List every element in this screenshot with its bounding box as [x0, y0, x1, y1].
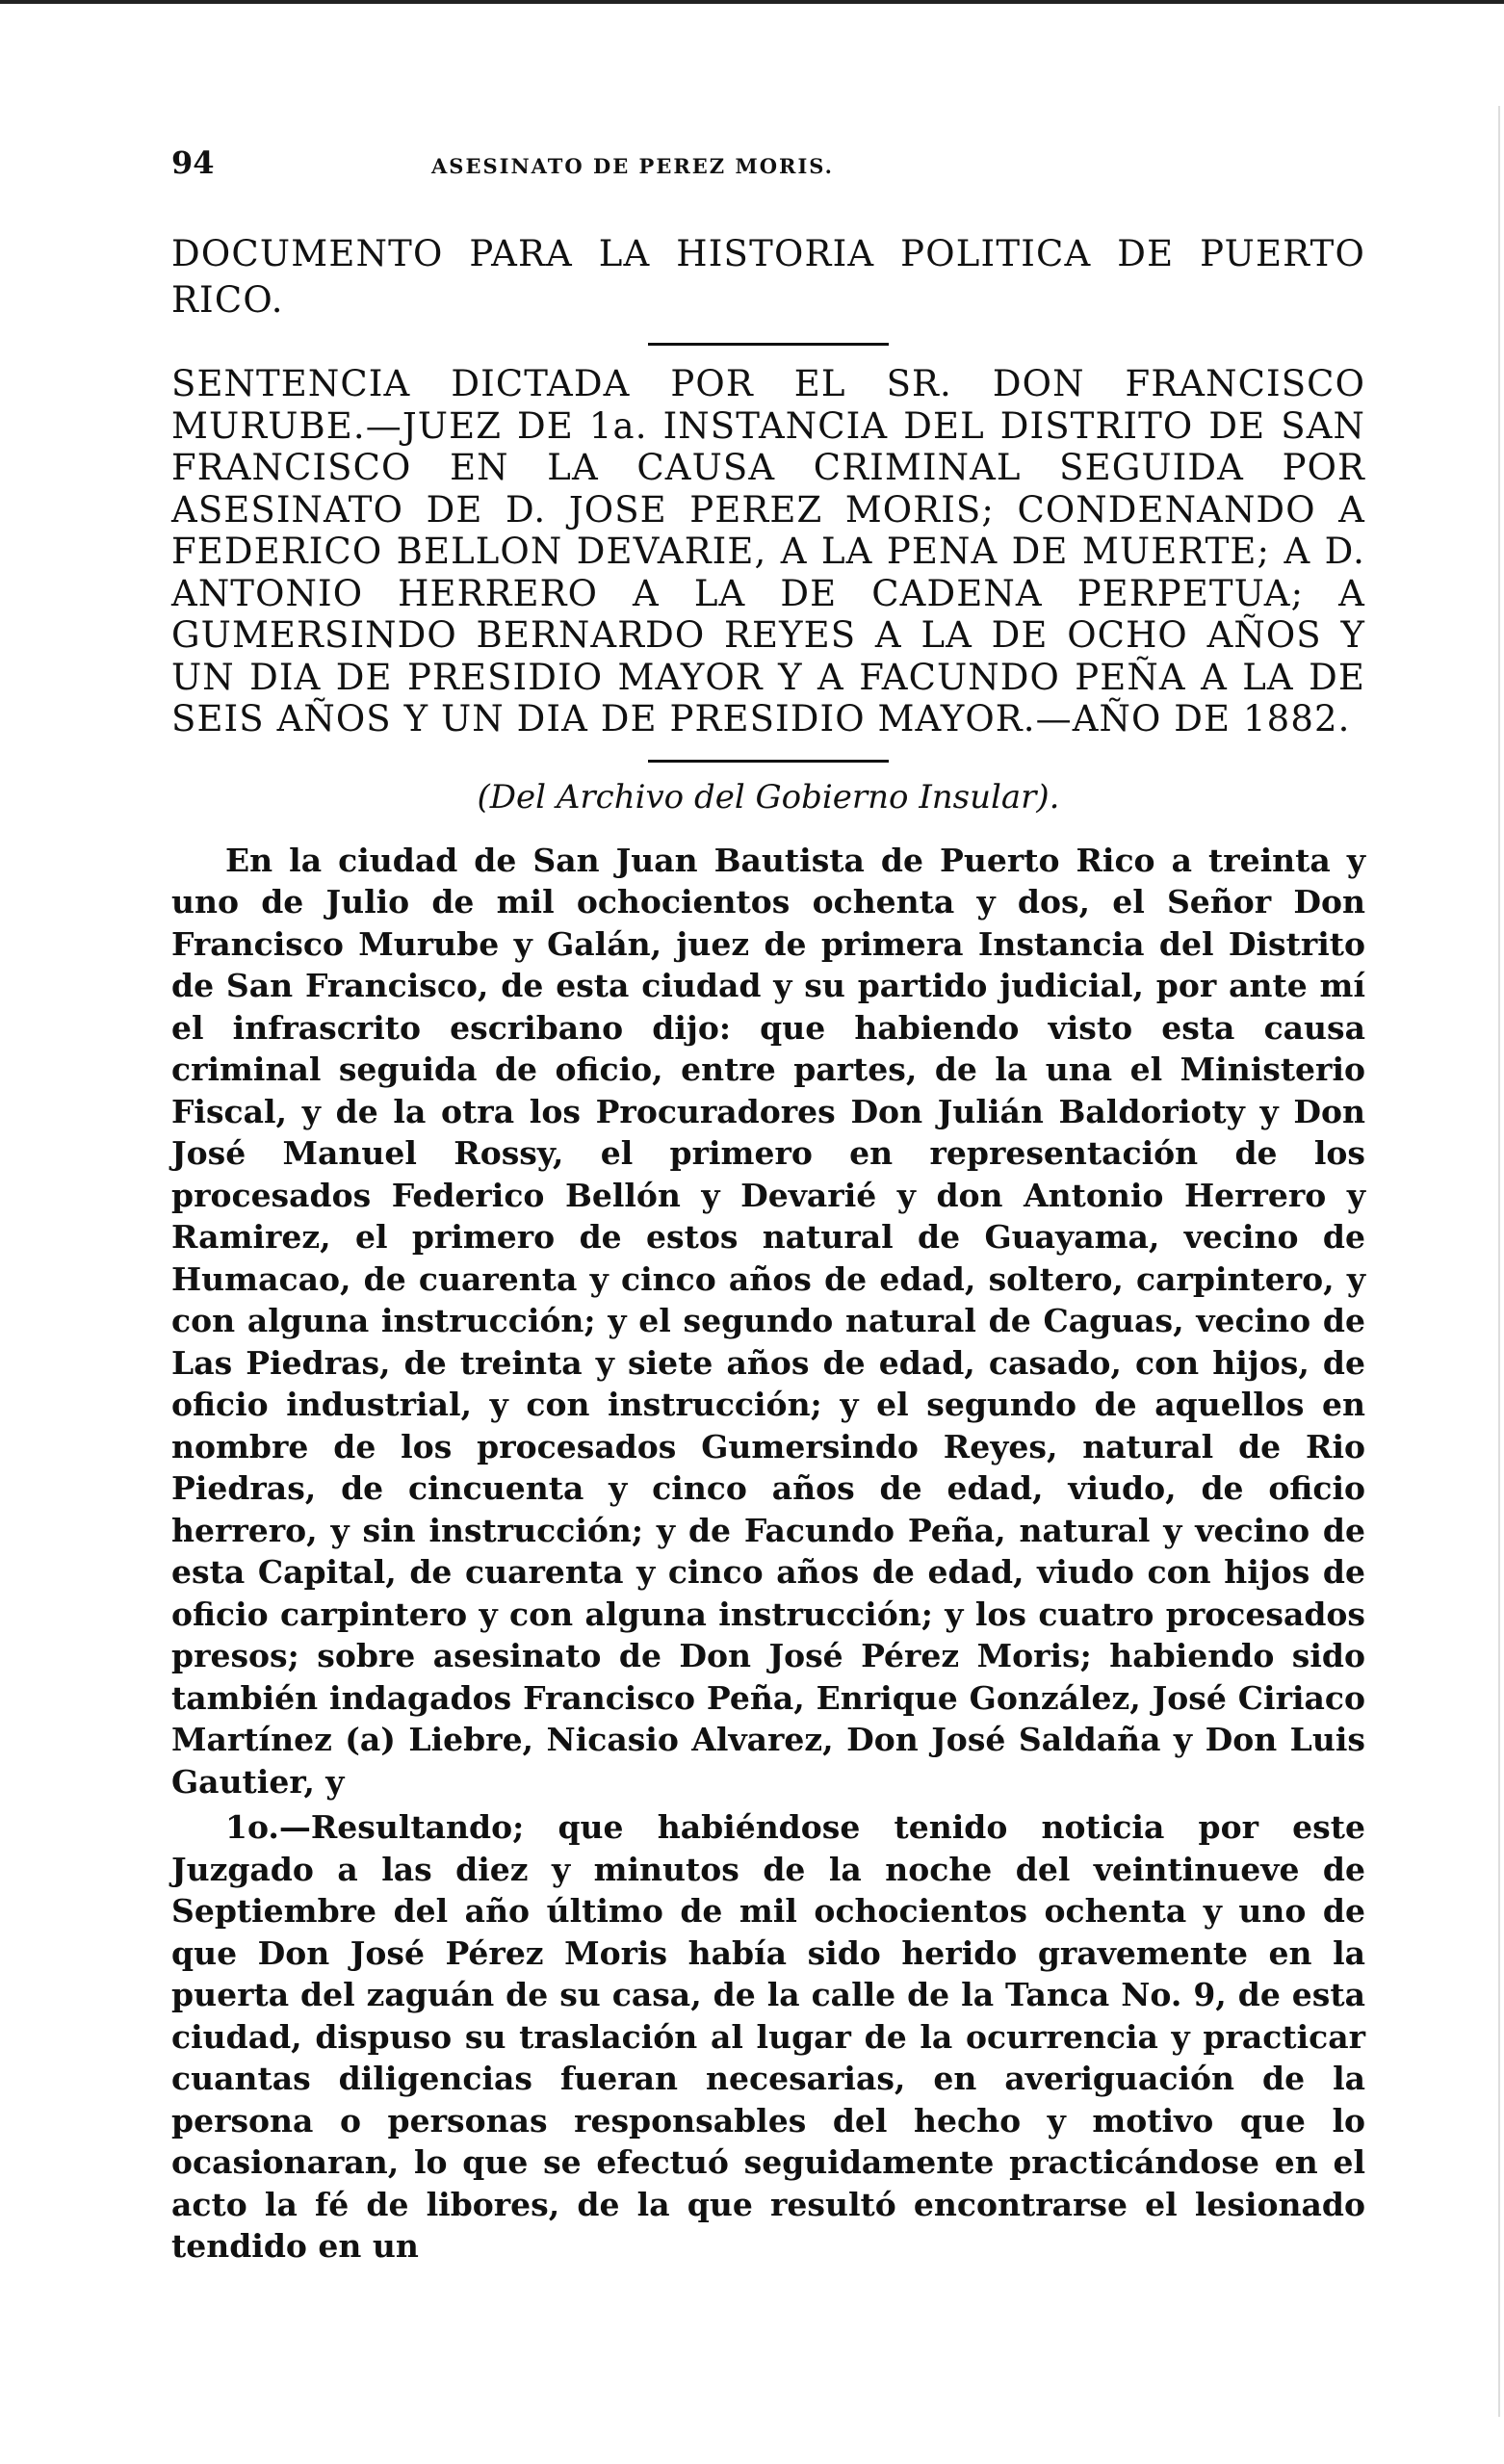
- right-scan-edge: [1498, 106, 1500, 2417]
- body-text: [171, 840, 1365, 2268]
- page-number: 94: [171, 144, 215, 181]
- running-header: [171, 144, 1365, 187]
- book-page: [171, 144, 1365, 2268]
- sentence-heading: SENTENCIA DICTADA POR EL SR. DON FRANCISCO MURUBE.—JUEZ DE 1a. INSTANCIA DEL DISTRITO DE SAN FRANCISCO EN LA CAUSA CRIMINAL SEGUIDA POR ASESINATO DE D. JOSE PEREZ MORIS; CONDENANDO A FEDERICO BELLON DEVARIE, A LA PENA DE MUERTE; A D. ANTONIO HERRERO A LA DE CADENA PERPETUA; A GUMERSINDO BERNARDO REYES A LA DE OCHO AÑOS Y UN DIA DE PRESIDIO MAYOR Y A FACUNDO PEÑA A LA DE SEIS AÑOS Y UN DIA DE PRESIDIO MAYOR.—AÑO DE 1882.: [171, 363, 1365, 739]
- document-title: DOCUMENTO PARA LA HISTORIA POLITICA DE PUERTO RICO.: [171, 233, 1365, 321]
- archive-source-note: (Del Archivo del Gobierno Insular).: [477, 777, 1060, 817]
- paragraph-opening: En la ciudad de San Juan Bautista de Puerto Rico a treinta y uno de Julio de mil ochocientos ochenta y dos, el Señor Don Francisco Murube y Galán, juez de primera Instancia del Distrito de San Francisco, de esta ciudad y su partido judicial, por ante mí el infrascrito escribano dijo: que habiendo visto esta causa criminal seguida de oficio, entre partes, de la una el Ministerio Fiscal, y de la otra los Procuradores Don Julián Baldorioty y Don José Manuel Rossy, el primero en representación de los procesados Federico Bellón y Devarié y don Antonio Herrero y Ramirez, el primero de estos natural de Guayama, vecino de Humacao, de cuarenta y cinco años de edad, soltero, carpintero, y con alguna instrucción; y el segundo natural de Caguas, vecino de Las Piedras, de treinta y siete años de edad, casado, con hijos, de oficio industrial, y con instrucción; y el segundo de aquellos en nombre de los procesados Gumersindo Reyes, natural de Rio Piedras, de cincuenta y cinco años de edad, viudo, de oficio herrero, y sin instrucción; y de Facundo Peña, natural y vecino de esta Capital, de cuarenta y cinco años de edad, viudo con hijos de oficio carpintero y con alguna instrucción; y los cuatro procesados presos; sobre asesinato de Don José Pérez Moris; habiendo sido también indagados Francisco Peña, Enrique González, José Ciriaco Martínez (a) Liebre, Nicasio Alvarez, Don José Saldaña y Don Luis Gautier, y: [171, 841, 1365, 1801]
- title-separator-rule: [648, 343, 889, 346]
- running-title: ASESINATO DE PEREZ MORIS.: [431, 154, 834, 178]
- source-separator-rule: [648, 760, 889, 763]
- paragraph-resultando-1: 1o.—Resultando; que habiéndose tenido noticia por este Juzgado a las diez y minutos de la noche del veintinueve de Septiembre del año último de mil ochocientos ochenta y uno de que Don José Pérez Moris había sido herido gravemente en la puerta del zaguán de su casa, de la calle de la Tanca No. 9, de esta ciudad, dispuso su traslación al lugar de la ocurrencia y practicar cuantas diligencias fueran necesarias, en averiguación de la persona o personas responsables del hecho y motivo que lo ocasionaran, lo que se efectuó seguidamente practicándose en el acto la fé de libores, de la que resultó encontrarse el lesionado tendido en un: [171, 1808, 1365, 2265]
- top-border-line: [0, 0, 1504, 4]
